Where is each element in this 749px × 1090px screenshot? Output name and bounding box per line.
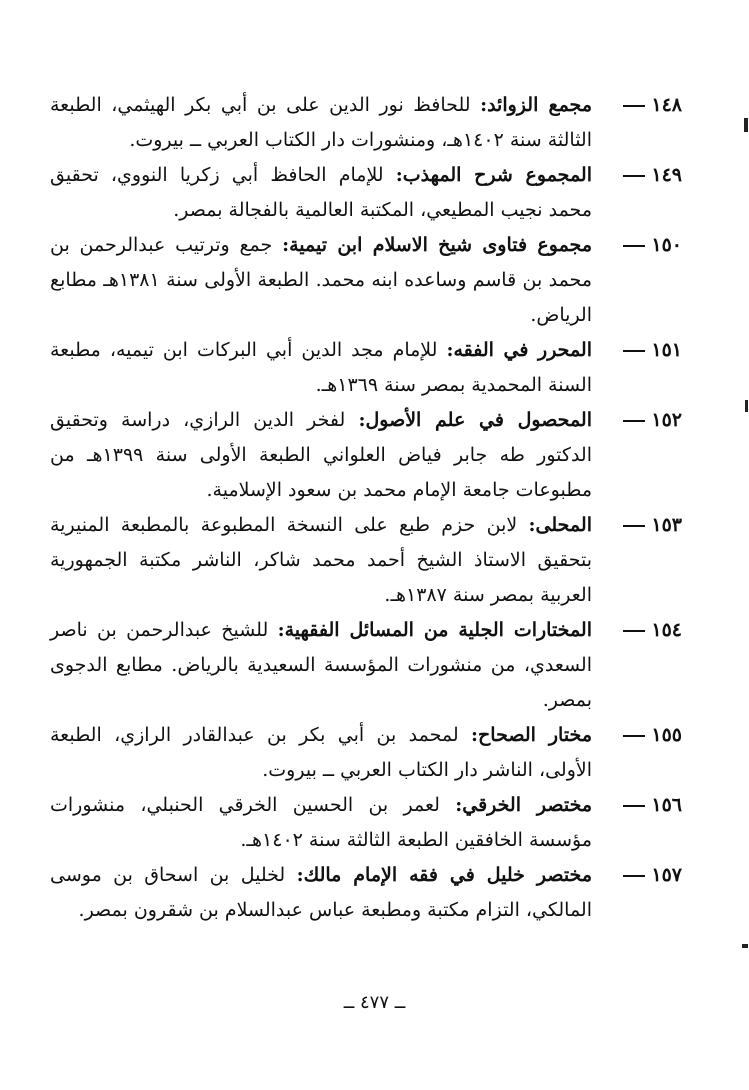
entry-title: المختارات الجلية من المسائل الفقهية:: [277, 619, 592, 641]
entry-number: ١٥٦: [594, 788, 682, 823]
bibliography-entry: [50, 613, 682, 718]
entry-title: مجمع الزوائد:: [480, 94, 592, 116]
entry-title: المحلى:: [528, 514, 592, 536]
entry-number: ١٤٩: [594, 158, 682, 193]
entry-text: لابن حزم طبع على النسخة المطبوعة بالمطبعة المنيرية بتحقيق الاستاذ الشيخ أحمد محمد شاكر، الناشر مكتبة الجمهورية العربية بمصر سنة ١٣٨٧هـ.: [50, 514, 592, 606]
entry-text: للشيخ عبدالرحمن بن ناصر السعدي، من منشورات المؤسسة السعيدية بالرياض. مطابع الدجوى بمصر.: [50, 619, 592, 711]
edge-mark: [742, 944, 748, 948]
entry-title: المحصول في علم الأصول:: [358, 409, 592, 431]
entry-number: ١٥٤: [594, 613, 682, 648]
entry-number: ١٥٣: [594, 508, 682, 543]
entry-text: لخليل بن اسحاق بن موسى المالكي، التزام مكتبة ومطبعة عباس عبدالسلام بن شقرون بمصر.: [50, 864, 592, 921]
page-number: ــ ٤٧٧ ــ: [343, 992, 406, 1013]
entry-title: مختار الصحاح:: [471, 724, 592, 746]
entry-number: ١٥٢: [594, 403, 682, 438]
entry-title: المجموع شرح المهذب:: [395, 164, 592, 186]
bibliography-entry: [50, 333, 682, 403]
entry-text: للإمام الحافظ أبي زكريا النووي، تحقيق محمد نجيب المطيعي، المكتبة العالمية بالفجالة بمصر.: [50, 164, 592, 221]
bibliography-entry: [50, 858, 682, 928]
bibliography-entry: [50, 88, 682, 158]
bibliography-entry: [50, 788, 682, 858]
entry-text: للحافظ نور الدين على بن أبي بكر الهيثمي، الطبعة الثالثة سنة ١٤٠٢هـ، ومنشورات دار الكتاب العربي ــ بيروت.: [50, 94, 592, 151]
entry-number: ١٥١: [594, 333, 682, 368]
entry-text: للإمام مجد الدين أبي البركات ابن تيميه، مطبعة السنة المحمدية بمصر سنة ١٣٦٩هـ.: [50, 339, 592, 396]
bibliography-entry: [50, 403, 682, 508]
bibliography-entry: [50, 718, 682, 788]
entry-number: ١٥٠: [594, 228, 682, 263]
entry-title: مجموع فتاوى شيخ الاسلام ابن تيمية:: [282, 234, 593, 256]
entry-title: مختصر الخرقي:: [455, 794, 593, 816]
entry-text: لمحمد بن أبي بكر بن عبدالقادر الرازي، الطبعة الأولى، الناشر دار الكتاب العربي ــ بيروت.: [50, 724, 592, 781]
edge-mark: [744, 118, 748, 132]
bibliography-entry: [50, 508, 682, 613]
bibliography-entry: [50, 228, 682, 333]
entry-title: المحرر في الفقه:: [446, 339, 592, 361]
entry-number: ١٥٧: [594, 858, 682, 893]
edge-mark: [745, 400, 748, 412]
entry-text: جمع وترتيب عبدالرحمن بن محمد بن قاسم وساعده ابنه محمد. الطبعة الأولى سنة ١٣٨١هـ مطابع الرياض.: [50, 234, 593, 326]
bibliography-entry: [50, 158, 682, 228]
entry-title: مختصر خليل في فقه الإمام مالك:: [296, 864, 592, 886]
entry-number: ١٤٨: [594, 88, 682, 123]
entry-text: لفخر الدين الرازي، دراسة وتحقيق الدكتور طه جابر فياض العلواني الطبعة الأولى سنة ١٣٩٩هـ من مطبوعات جامعة الإمام محمد بن سعود الإسلامية.: [50, 409, 592, 501]
entry-text: لعمر بن الحسين الخرقي الحنبلي، منشورات مؤسسة الخافقين الطبعة الثالثة سنة ١٤٠٢هـ.: [50, 794, 592, 851]
bibliography-list: [50, 88, 682, 928]
entry-number: ١٥٥: [594, 718, 682, 753]
